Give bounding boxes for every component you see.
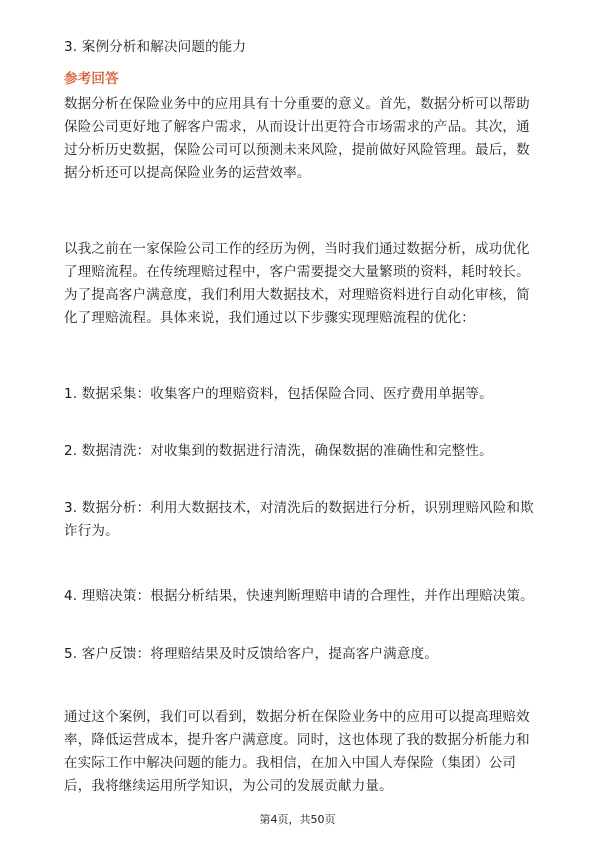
step-item-1: 1. 数据采集：收集客户的理赔资料，包括保险合同、医疗费用单据等。 <box>64 386 493 402</box>
answer-paragraph-2: 以我之前在一家保险公司工作的经历为例，当时我们通过数据分析，成功优化了理赔流程。在传统理赔过程中，客户需要提交大量繁琐的资料，耗时较长。为了提高客户满意度，我们利用大数据技术，对理赔资料进行自动化审核，简化了理赔流程。具体来说，我们通过以下步骤实现理赔流程的优化： <box>64 241 530 326</box>
step-item-2: 2. 数据清洗：对收集到的数据进行清洗，确保数据的准确性和完整性。 <box>64 443 493 459</box>
answer-paragraph-1: 数据分析在保险业务中的应用具有十分重要的意义。首先，数据分析可以帮助保险公司更好地了解客户需求，从而设计出更符合市场需求的产品。其次，通过分析历史数据，保险公司可以预测未来风险，提前做好风险管理。最后，数据分析还可以提高保险业务的运营效率。 <box>64 96 530 181</box>
section-heading: 3. 案例分析和解决问题的能力 <box>64 39 247 55</box>
answer-paragraph-3: 通过这个案例，我们可以看到，数据分析在保险业务中的应用可以提高理赔效率，降低运营成本，提升客户满意度。同时，这也体现了我的数据分析能力和在实际工作中解决问题的能力。我相信，在加入中国人寿保险（集团）公司后，我将继续运用所学知识，为公司的发展贡献力量。 <box>64 709 530 794</box>
step-item-4: 4. 理赔决策：根据分析结果，快速判断理赔申请的合理性，并作出理赔决策。 <box>64 588 534 604</box>
step-item-5: 5. 客户反馈：将理赔结果及时反馈给客户，提高客户满意度。 <box>64 646 438 662</box>
page-footer: 第4页，共50页 <box>259 813 336 826</box>
step-item-3: 3. 数据分析：利用大数据技术，对清洗后的数据进行分析，识别理赔风险和欺诈行为。 <box>64 500 534 539</box>
answer-label: 参考回答 <box>64 71 119 87</box>
